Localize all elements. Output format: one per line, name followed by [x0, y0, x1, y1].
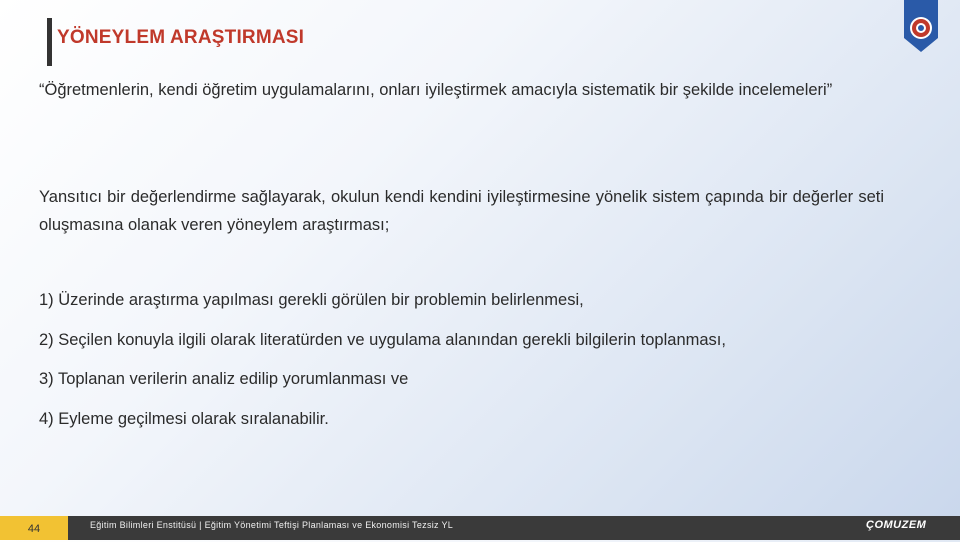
list-item: 1) Üzerinde araştırma yapılması gerekli görülen bir problemin belirlenmesi,	[39, 291, 584, 309]
page-number: 44	[0, 516, 68, 540]
list-item: 2) Seçilen konuyla ilgili olarak literatürden ve uygulama alanından gerekli bilgilerin toplanması,	[39, 331, 726, 349]
brand-logo: ÇOMUZEM	[866, 519, 927, 531]
page-title: YÖNEYLEM ARAŞTIRMASI	[57, 27, 305, 48]
list-item: 4) Eyleme geçilmesi olarak sıralanabilir.	[39, 410, 329, 428]
definition-paragraph: “Öğretmenlerin, kendi öğretim uygulamalarını, onları iyileştirmek amacıyla sistematik bir şekilde incelemeleri”	[39, 81, 833, 99]
title-accent-bar	[47, 18, 52, 66]
list-item: 3) Toplanan verilerin analiz edilip yorumlanması ve	[39, 370, 409, 388]
description-paragraph: Yansıtıcı bir değerlendirme sağlayarak, okulun kendi kendini iyileştirmesine yönelik sistem çapında bir değerler seti oluşmasına olanak veren yöneylem araştırması;	[39, 188, 884, 234]
university-seal-icon	[900, 0, 942, 52]
footer-text: Eğitim Bilimleri Enstitüsü | Eğitim Yönetimi Teftişi Planlaması ve Ekonomisi Tezsiz YL	[90, 520, 454, 530]
